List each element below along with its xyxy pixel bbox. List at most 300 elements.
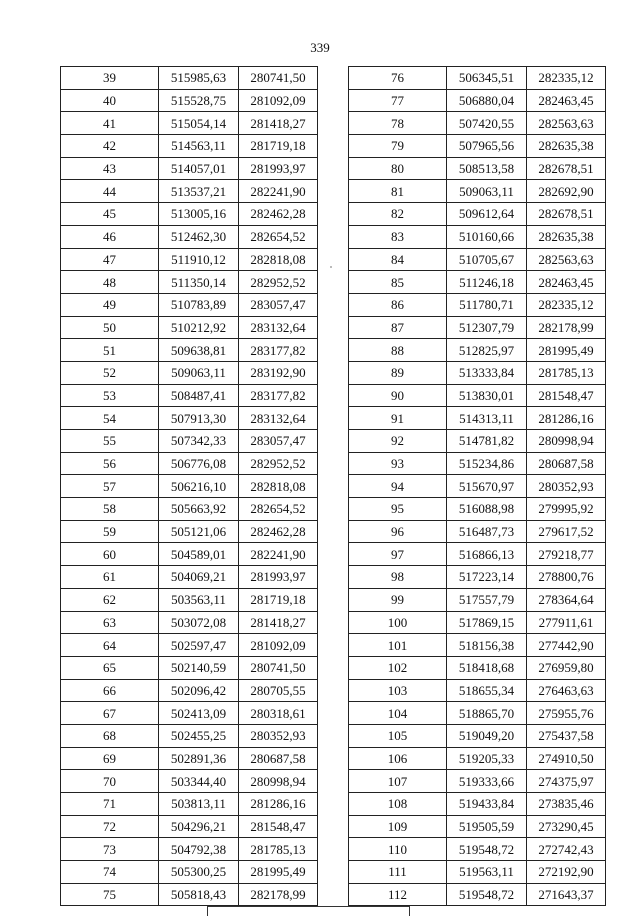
table-row — [349, 384, 606, 407]
point-number-cell: 39 — [61, 67, 159, 90]
y-coordinate-cell: 280705,55 — [239, 679, 318, 702]
y-coordinate-cell: 282818,08 — [239, 475, 318, 498]
x-coordinate-cell: 518865,70 — [447, 702, 527, 725]
table-row — [349, 815, 606, 838]
point-number-cell: 68 — [61, 724, 159, 747]
point-number-cell: 58 — [61, 498, 159, 521]
x-coordinate-cell: 513537,21 — [159, 180, 239, 203]
x-coordinate-cell: 516487,73 — [447, 520, 527, 543]
table-row — [349, 611, 606, 634]
point-number-cell: 50 — [61, 316, 159, 339]
y-coordinate-cell: 279617,52 — [527, 520, 606, 543]
y-coordinate-cell: 275437,58 — [527, 724, 606, 747]
point-number-cell: 49 — [61, 293, 159, 316]
table-row — [61, 861, 318, 884]
point-number-cell: 63 — [61, 611, 159, 634]
y-coordinate-cell: 281993,97 — [239, 566, 318, 589]
x-coordinate-cell: 502413,09 — [159, 702, 239, 725]
y-coordinate-cell: 281995,49 — [527, 339, 606, 362]
point-number-cell: 64 — [61, 634, 159, 657]
point-number-cell: 101 — [349, 634, 447, 657]
y-coordinate-cell: 283192,90 — [239, 361, 318, 384]
coordinates-table-right-body — [349, 67, 606, 906]
x-coordinate-cell: 507965,56 — [447, 135, 527, 158]
point-number-cell: 52 — [61, 361, 159, 384]
x-coordinate-cell: 511350,14 — [159, 271, 239, 294]
table-row — [61, 475, 318, 498]
table-row — [61, 339, 318, 362]
x-coordinate-cell: 519505,59 — [447, 815, 527, 838]
point-number-cell: 44 — [61, 180, 159, 203]
point-number-cell: 70 — [61, 770, 159, 793]
point-number-cell: 45 — [61, 203, 159, 226]
point-number-cell: 86 — [349, 293, 447, 316]
table-row — [61, 702, 318, 725]
table-row — [349, 67, 606, 90]
table-row — [61, 180, 318, 203]
x-coordinate-cell: 503072,08 — [159, 611, 239, 634]
x-coordinate-cell: 505121,06 — [159, 520, 239, 543]
y-coordinate-cell: 274910,50 — [527, 747, 606, 770]
table-row — [61, 793, 318, 816]
y-coordinate-cell: 282241,90 — [239, 543, 318, 566]
point-number-cell: 77 — [349, 89, 447, 112]
point-number-cell: 100 — [349, 611, 447, 634]
y-coordinate-cell: 278800,76 — [527, 566, 606, 589]
x-coordinate-cell: 519548,72 — [447, 838, 527, 861]
x-coordinate-cell: 514563,11 — [159, 135, 239, 158]
x-coordinate-cell: 509063,11 — [159, 361, 239, 384]
point-number-cell: 40 — [61, 89, 159, 112]
x-coordinate-cell: 504589,01 — [159, 543, 239, 566]
x-coordinate-cell: 507342,33 — [159, 430, 239, 453]
table-row — [61, 89, 318, 112]
x-coordinate-cell: 504792,38 — [159, 838, 239, 861]
x-coordinate-cell: 511246,18 — [447, 271, 527, 294]
x-coordinate-cell: 502891,36 — [159, 747, 239, 770]
point-number-cell: 79 — [349, 135, 447, 158]
table-row — [61, 225, 318, 248]
x-coordinate-cell: 511910,12 — [159, 248, 239, 271]
x-coordinate-cell: 505300,25 — [159, 861, 239, 884]
y-coordinate-cell: 283132,64 — [239, 407, 318, 430]
x-coordinate-cell: 510705,67 — [447, 248, 527, 271]
y-coordinate-cell: 281548,47 — [527, 384, 606, 407]
table-row — [61, 724, 318, 747]
table-row — [61, 430, 318, 453]
x-coordinate-cell: 506216,10 — [159, 475, 239, 498]
table-row — [61, 770, 318, 793]
point-number-cell: 47 — [61, 248, 159, 271]
y-coordinate-cell: 276463,63 — [527, 679, 606, 702]
point-number-cell: 73 — [61, 838, 159, 861]
y-coordinate-cell: 282678,51 — [527, 157, 606, 180]
x-coordinate-cell: 513333,84 — [447, 361, 527, 384]
table-row — [61, 112, 318, 135]
table-row — [61, 611, 318, 634]
table-row — [349, 339, 606, 362]
point-number-cell: 95 — [349, 498, 447, 521]
y-coordinate-cell: 281993,97 — [239, 157, 318, 180]
y-coordinate-cell: 272192,90 — [527, 861, 606, 884]
table-row — [349, 135, 606, 158]
y-coordinate-cell: 281995,49 — [239, 861, 318, 884]
table-row — [61, 566, 318, 589]
point-number-cell: 65 — [61, 656, 159, 679]
table-row — [349, 634, 606, 657]
point-number-cell: 103 — [349, 679, 447, 702]
x-coordinate-cell: 510212,92 — [159, 316, 239, 339]
y-coordinate-cell: 282654,52 — [239, 498, 318, 521]
x-coordinate-cell: 515528,75 — [159, 89, 239, 112]
x-coordinate-cell: 514313,11 — [447, 407, 527, 430]
y-coordinate-cell: 275955,76 — [527, 702, 606, 725]
y-coordinate-cell: 282563,63 — [527, 248, 606, 271]
x-coordinate-cell: 518156,38 — [447, 634, 527, 657]
y-coordinate-cell: 282654,52 — [239, 225, 318, 248]
table-row — [349, 747, 606, 770]
y-coordinate-cell: 282335,12 — [527, 67, 606, 90]
x-coordinate-cell: 516088,98 — [447, 498, 527, 521]
table-row — [349, 225, 606, 248]
y-coordinate-cell: 281719,18 — [239, 135, 318, 158]
point-number-cell: 88 — [349, 339, 447, 362]
coordinates-table-right — [348, 66, 606, 906]
point-number-cell: 41 — [61, 112, 159, 135]
table-row — [61, 543, 318, 566]
table-row — [349, 883, 606, 906]
y-coordinate-cell: 273290,45 — [527, 815, 606, 838]
point-number-cell: 111 — [349, 861, 447, 884]
y-coordinate-cell: 281092,09 — [239, 634, 318, 657]
y-coordinate-cell: 271643,37 — [527, 883, 606, 906]
point-number-cell: 57 — [61, 475, 159, 498]
point-number-cell: 59 — [61, 520, 159, 543]
x-coordinate-cell: 517869,15 — [447, 611, 527, 634]
table-row — [61, 361, 318, 384]
point-number-cell: 48 — [61, 271, 159, 294]
y-coordinate-cell: 282462,28 — [239, 520, 318, 543]
point-number-cell: 105 — [349, 724, 447, 747]
point-number-cell: 99 — [349, 588, 447, 611]
table-row — [349, 248, 606, 271]
table-row — [61, 203, 318, 226]
x-coordinate-cell: 515234,86 — [447, 452, 527, 475]
table-row — [61, 520, 318, 543]
table-row — [349, 861, 606, 884]
table-row — [349, 430, 606, 453]
table-row — [61, 384, 318, 407]
y-coordinate-cell: 281719,18 — [239, 588, 318, 611]
table-row — [349, 293, 606, 316]
x-coordinate-cell: 507420,55 — [447, 112, 527, 135]
table-row — [61, 656, 318, 679]
table-row — [349, 724, 606, 747]
y-coordinate-cell: 281785,13 — [527, 361, 606, 384]
table-row — [349, 498, 606, 521]
table-row — [61, 498, 318, 521]
x-coordinate-cell: 510783,89 — [159, 293, 239, 316]
point-number-cell: 78 — [349, 112, 447, 135]
table-row — [349, 316, 606, 339]
x-coordinate-cell: 519205,33 — [447, 747, 527, 770]
x-coordinate-cell: 509638,81 — [159, 339, 239, 362]
y-coordinate-cell: 281286,16 — [527, 407, 606, 430]
point-number-cell: 84 — [349, 248, 447, 271]
x-coordinate-cell: 509612,64 — [447, 203, 527, 226]
y-coordinate-cell: 281548,47 — [239, 815, 318, 838]
y-coordinate-cell: 282678,51 — [527, 203, 606, 226]
point-number-cell: 66 — [61, 679, 159, 702]
table-row — [61, 634, 318, 657]
y-coordinate-cell: 280687,58 — [527, 452, 606, 475]
table-row — [61, 293, 318, 316]
y-coordinate-cell: 282335,12 — [527, 293, 606, 316]
x-coordinate-cell: 503563,11 — [159, 588, 239, 611]
table-row — [349, 475, 606, 498]
point-number-cell: 60 — [61, 543, 159, 566]
point-number-cell: 107 — [349, 770, 447, 793]
point-number-cell: 90 — [349, 384, 447, 407]
point-number-cell: 87 — [349, 316, 447, 339]
y-coordinate-cell: 283057,47 — [239, 430, 318, 453]
y-coordinate-cell: 276959,80 — [527, 656, 606, 679]
table-row — [61, 271, 318, 294]
point-number-cell: 106 — [349, 747, 447, 770]
point-number-cell: 54 — [61, 407, 159, 430]
y-coordinate-cell: 282563,63 — [527, 112, 606, 135]
y-coordinate-cell: 279218,77 — [527, 543, 606, 566]
y-coordinate-cell: 279995,92 — [527, 498, 606, 521]
scan-speck — [330, 266, 332, 268]
x-coordinate-cell: 506776,08 — [159, 452, 239, 475]
x-coordinate-cell: 507913,30 — [159, 407, 239, 430]
point-number-cell: 109 — [349, 815, 447, 838]
y-coordinate-cell: 281092,09 — [239, 89, 318, 112]
point-number-cell: 61 — [61, 566, 159, 589]
y-coordinate-cell: 283057,47 — [239, 293, 318, 316]
x-coordinate-cell: 506880,04 — [447, 89, 527, 112]
x-coordinate-cell: 519333,66 — [447, 770, 527, 793]
point-number-cell: 62 — [61, 588, 159, 611]
table-row — [61, 883, 318, 906]
table-row — [349, 566, 606, 589]
x-coordinate-cell: 511780,71 — [447, 293, 527, 316]
table-row — [349, 793, 606, 816]
y-coordinate-cell: 280998,94 — [239, 770, 318, 793]
y-coordinate-cell: 281286,16 — [239, 793, 318, 816]
table-row — [349, 89, 606, 112]
y-coordinate-cell: 282462,28 — [239, 203, 318, 226]
y-coordinate-cell: 272742,43 — [527, 838, 606, 861]
point-number-cell: 112 — [349, 883, 447, 906]
x-coordinate-cell: 503813,11 — [159, 793, 239, 816]
x-coordinate-cell: 505663,92 — [159, 498, 239, 521]
point-number-cell: 98 — [349, 566, 447, 589]
table-row — [61, 67, 318, 90]
point-number-cell: 102 — [349, 656, 447, 679]
point-number-cell: 104 — [349, 702, 447, 725]
point-number-cell: 51 — [61, 339, 159, 362]
table-row — [61, 248, 318, 271]
point-number-cell: 69 — [61, 747, 159, 770]
x-coordinate-cell: 504069,21 — [159, 566, 239, 589]
point-number-cell: 71 — [61, 793, 159, 816]
point-number-cell: 85 — [349, 271, 447, 294]
table-row — [349, 157, 606, 180]
x-coordinate-cell: 518418,68 — [447, 656, 527, 679]
y-coordinate-cell: 282463,45 — [527, 271, 606, 294]
x-coordinate-cell: 510160,66 — [447, 225, 527, 248]
y-coordinate-cell: 283177,82 — [239, 339, 318, 362]
x-coordinate-cell: 512825,97 — [447, 339, 527, 362]
y-coordinate-cell: 283132,64 — [239, 316, 318, 339]
table-row — [349, 407, 606, 430]
x-coordinate-cell: 509063,11 — [447, 180, 527, 203]
x-coordinate-cell: 505818,43 — [159, 883, 239, 906]
point-number-cell: 92 — [349, 430, 447, 453]
x-coordinate-cell: 512307,79 — [447, 316, 527, 339]
x-coordinate-cell: 502455,25 — [159, 724, 239, 747]
table-row — [349, 361, 606, 384]
x-coordinate-cell: 519049,20 — [447, 724, 527, 747]
point-number-cell: 110 — [349, 838, 447, 861]
x-coordinate-cell: 515670,97 — [447, 475, 527, 498]
x-coordinate-cell: 518655,34 — [447, 679, 527, 702]
point-number-cell: 89 — [349, 361, 447, 384]
x-coordinate-cell: 519563,11 — [447, 861, 527, 884]
table-row — [61, 452, 318, 475]
point-number-cell: 108 — [349, 793, 447, 816]
point-number-cell: 82 — [349, 203, 447, 226]
point-number-cell: 46 — [61, 225, 159, 248]
point-number-cell: 72 — [61, 815, 159, 838]
x-coordinate-cell: 502597,47 — [159, 634, 239, 657]
point-number-cell: 67 — [61, 702, 159, 725]
table-row — [61, 316, 318, 339]
y-coordinate-cell: 283177,82 — [239, 384, 318, 407]
table-row — [349, 112, 606, 135]
x-coordinate-cell: 517557,79 — [447, 588, 527, 611]
y-coordinate-cell: 282241,90 — [239, 180, 318, 203]
y-coordinate-cell: 280318,61 — [239, 702, 318, 725]
x-coordinate-cell: 502140,59 — [159, 656, 239, 679]
table-row — [349, 203, 606, 226]
y-coordinate-cell: 282178,99 — [239, 883, 318, 906]
y-coordinate-cell: 282692,90 — [527, 180, 606, 203]
x-coordinate-cell: 517223,14 — [447, 566, 527, 589]
table-row — [61, 679, 318, 702]
y-coordinate-cell: 277442,90 — [527, 634, 606, 657]
table-row — [349, 180, 606, 203]
point-number-cell: 55 — [61, 430, 159, 453]
point-number-cell: 74 — [61, 861, 159, 884]
y-coordinate-cell: 274375,97 — [527, 770, 606, 793]
table-row — [61, 815, 318, 838]
y-coordinate-cell: 282818,08 — [239, 248, 318, 271]
x-coordinate-cell: 513830,01 — [447, 384, 527, 407]
point-number-cell: 93 — [349, 452, 447, 475]
y-coordinate-cell: 282463,45 — [527, 89, 606, 112]
x-coordinate-cell: 514057,01 — [159, 157, 239, 180]
table-row — [349, 271, 606, 294]
table-row — [349, 838, 606, 861]
y-coordinate-cell: 278364,64 — [527, 588, 606, 611]
y-coordinate-cell: 280352,93 — [239, 724, 318, 747]
table-row — [61, 588, 318, 611]
x-coordinate-cell: 508487,41 — [159, 384, 239, 407]
x-coordinate-cell: 519433,84 — [447, 793, 527, 816]
y-coordinate-cell: 280687,58 — [239, 747, 318, 770]
y-coordinate-cell: 281785,13 — [239, 838, 318, 861]
x-coordinate-cell: 515985,63 — [159, 67, 239, 90]
y-coordinate-cell: 282952,52 — [239, 452, 318, 475]
x-coordinate-cell: 513005,16 — [159, 203, 239, 226]
y-coordinate-cell: 282635,38 — [527, 135, 606, 158]
y-coordinate-cell: 273835,46 — [527, 793, 606, 816]
x-coordinate-cell: 516866,13 — [447, 543, 527, 566]
x-coordinate-cell: 515054,14 — [159, 112, 239, 135]
table-row — [61, 838, 318, 861]
point-number-cell: 81 — [349, 180, 447, 203]
coordinates-table-left — [60, 66, 318, 906]
y-coordinate-cell: 280998,94 — [527, 430, 606, 453]
point-number-cell: 83 — [349, 225, 447, 248]
coordinates-table-left-body — [61, 67, 318, 906]
point-number-cell: 91 — [349, 407, 447, 430]
x-coordinate-cell: 503344,40 — [159, 770, 239, 793]
x-coordinate-cell: 504296,21 — [159, 815, 239, 838]
table-row — [349, 656, 606, 679]
table-row — [349, 702, 606, 725]
y-coordinate-cell: 280352,93 — [527, 475, 606, 498]
x-coordinate-cell: 512462,30 — [159, 225, 239, 248]
point-number-cell: 42 — [61, 135, 159, 158]
table-row — [349, 770, 606, 793]
table-row — [349, 679, 606, 702]
x-coordinate-cell: 506345,51 — [447, 67, 527, 90]
y-coordinate-cell: 282635,38 — [527, 225, 606, 248]
table-row — [61, 157, 318, 180]
point-number-cell: 56 — [61, 452, 159, 475]
page-number: 339 — [310, 40, 330, 55]
x-coordinate-cell: 519548,72 — [447, 883, 527, 906]
point-number-cell: 53 — [61, 384, 159, 407]
y-coordinate-cell: 280741,50 — [239, 656, 318, 679]
x-coordinate-cell: 508513,58 — [447, 157, 527, 180]
x-coordinate-cell: 514781,82 — [447, 430, 527, 453]
table-row — [61, 747, 318, 770]
table-row — [349, 543, 606, 566]
table-row — [349, 520, 606, 543]
y-coordinate-cell: 282952,52 — [239, 271, 318, 294]
point-number-cell: 96 — [349, 520, 447, 543]
point-number-cell: 76 — [349, 67, 447, 90]
table-row — [349, 452, 606, 475]
point-number-cell: 80 — [349, 157, 447, 180]
table-row — [349, 588, 606, 611]
point-number-cell: 43 — [61, 157, 159, 180]
y-coordinate-cell: 277911,61 — [527, 611, 606, 634]
point-number-cell: 97 — [349, 543, 447, 566]
x-coordinate-cell: 502096,42 — [159, 679, 239, 702]
y-coordinate-cell: 282178,99 — [527, 316, 606, 339]
y-coordinate-cell: 280741,50 — [239, 67, 318, 90]
point-number-cell: 75 — [61, 883, 159, 906]
point-number-cell: 94 — [349, 475, 447, 498]
y-coordinate-cell: 281418,27 — [239, 112, 318, 135]
y-coordinate-cell: 281418,27 — [239, 611, 318, 634]
